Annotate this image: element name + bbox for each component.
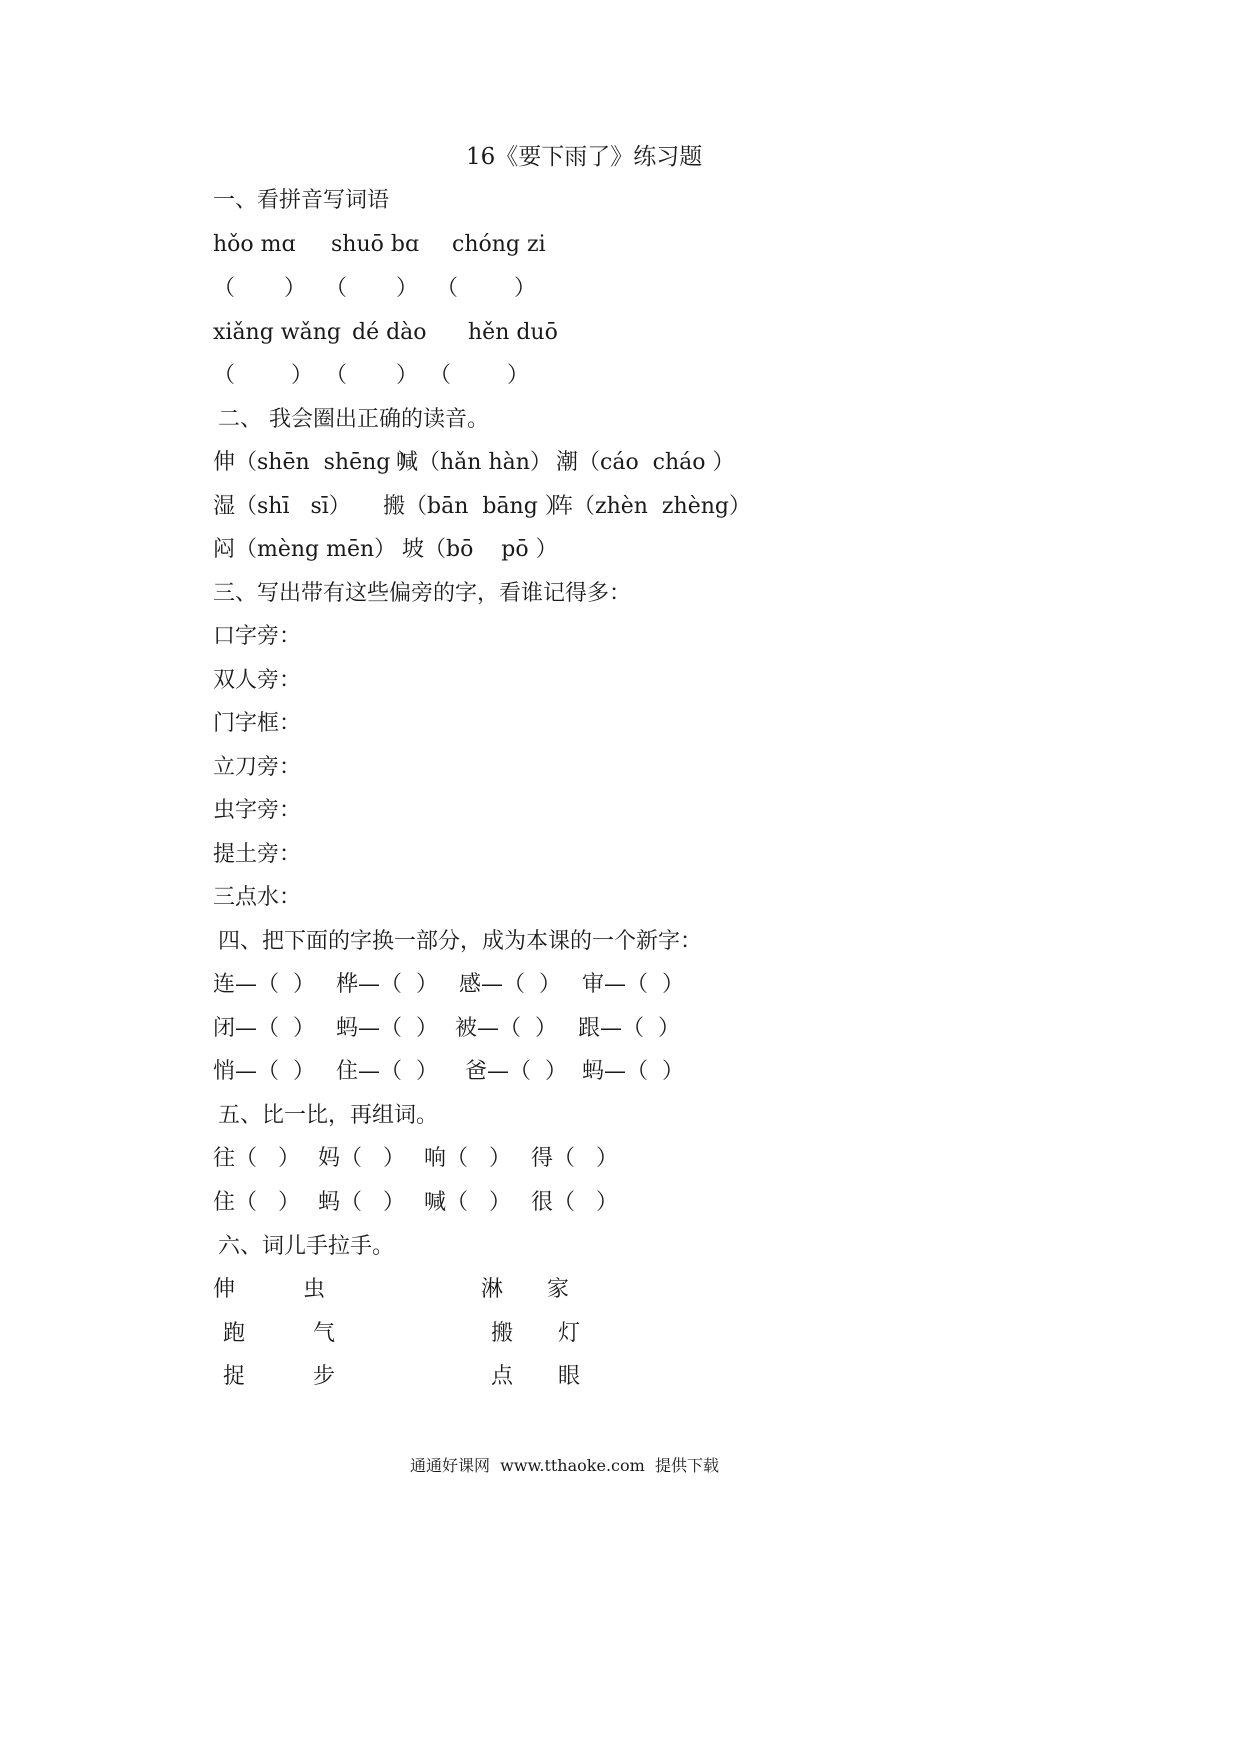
compare-item: 往（ ）: [213, 1146, 300, 1171]
radical-prompt: 提土旁：: [213, 842, 302, 867]
compare-item: 蚂（ ）: [318, 1190, 405, 1215]
compare-item: 得（ ）: [531, 1146, 618, 1171]
match-right-char: 搬: [491, 1321, 514, 1346]
match-left-char: 伸: [213, 1277, 236, 1302]
match-left-char: 虫: [303, 1277, 326, 1302]
reading-item: 闷（mèng mēn）: [213, 537, 397, 562]
section-1-heading: 一、看拼音写词语: [213, 188, 390, 213]
match-right-char: 眼: [558, 1364, 581, 1389]
match-right-char: 点: [491, 1364, 514, 1389]
match-right-char: 家: [547, 1277, 570, 1302]
pinyin-5: dé dào: [352, 320, 427, 345]
reading-item: 搬（bān bāng ）: [383, 494, 567, 519]
pinyin-4: xiǎng wǎng: [213, 320, 342, 345]
radical-prompt: 三点水：: [213, 885, 302, 910]
section-5-heading: 五、比一比，再组词。: [218, 1103, 439, 1128]
answer-paren-3: （ ）: [436, 276, 536, 301]
answer-paren-4: （ ）: [213, 363, 313, 388]
char-swap-item: 被—（ ）: [455, 1016, 557, 1041]
char-swap-item: 感—（ ）: [459, 972, 561, 997]
char-swap-item: 连—（ ）: [213, 972, 315, 997]
pinyin-6: hěn duō: [468, 320, 558, 345]
match-right-char: 淋: [481, 1277, 504, 1302]
reading-item: 阵（zhèn zhèng）: [551, 494, 751, 519]
char-swap-item: 蚂—（ ）: [582, 1059, 684, 1084]
compare-item: 响（ ）: [424, 1146, 511, 1171]
section-2-heading: 二、 我会圈出正确的读音。: [218, 407, 489, 432]
section-4-heading: 四、把下面的字换一部分，成为本课的一个新字：: [218, 929, 703, 954]
answer-paren-2: （ ）: [325, 276, 418, 301]
match-left-char: 捉: [223, 1364, 246, 1389]
char-swap-item: 爸—（ ）: [465, 1059, 567, 1084]
reading-item: 湿（shī sī）: [213, 494, 351, 519]
reading-item: 伸（shēn shēng ）: [213, 450, 420, 475]
radical-prompt: 虫字旁：: [213, 798, 302, 823]
compare-item: 妈（ ）: [318, 1146, 405, 1171]
pinyin-1: hǒo mɑ: [213, 232, 296, 257]
answer-paren-5: （ ）: [325, 363, 418, 388]
match-left-char: 跑: [223, 1321, 246, 1346]
radical-prompt: 门字框：: [213, 711, 302, 736]
reading-item: 喊（hǎn hàn）: [396, 450, 552, 475]
char-swap-item: 跟—（ ）: [578, 1016, 680, 1041]
char-swap-item: 悄—（ ）: [213, 1059, 315, 1084]
radical-prompt: 双人旁：: [213, 668, 302, 693]
match-right-char: 灯: [558, 1321, 581, 1346]
char-swap-item: 住—（ ）: [336, 1059, 438, 1084]
answer-paren-1: （ ）: [213, 276, 306, 301]
match-left-char: 气: [313, 1321, 336, 1346]
char-swap-item: 桦—（ ）: [336, 972, 438, 997]
section-6-heading: 六、词儿手拉手。: [218, 1234, 395, 1259]
reading-item: 潮（cáo cháo ）: [556, 450, 735, 475]
compare-item: 喊（ ）: [424, 1190, 511, 1215]
answer-paren-6: （ ）: [429, 363, 529, 388]
char-swap-item: 审—（ ）: [582, 972, 684, 997]
reading-item: 坡（bō pō ）: [402, 537, 558, 562]
compare-item: 很（ ）: [531, 1190, 618, 1215]
section-3-heading: 三、写出带有这些偏旁的字，看谁记得多：: [213, 581, 632, 606]
radical-prompt: 口字旁：: [213, 624, 302, 649]
page-title: 16《要下雨了》练习题: [466, 144, 703, 170]
footer-credit: 通通好课网 www.tthaoke.com 提供下载: [410, 1456, 719, 1475]
char-swap-item: 蚂—（ ）: [336, 1016, 438, 1041]
radical-prompt: 立刀旁：: [213, 755, 302, 780]
match-left-char: 步: [313, 1364, 336, 1389]
pinyin-2: shuō bɑ: [331, 232, 420, 257]
char-swap-item: 闭—（ ）: [213, 1016, 315, 1041]
compare-item: 住（ ）: [213, 1190, 300, 1215]
pinyin-3: chóng zi: [452, 232, 546, 257]
